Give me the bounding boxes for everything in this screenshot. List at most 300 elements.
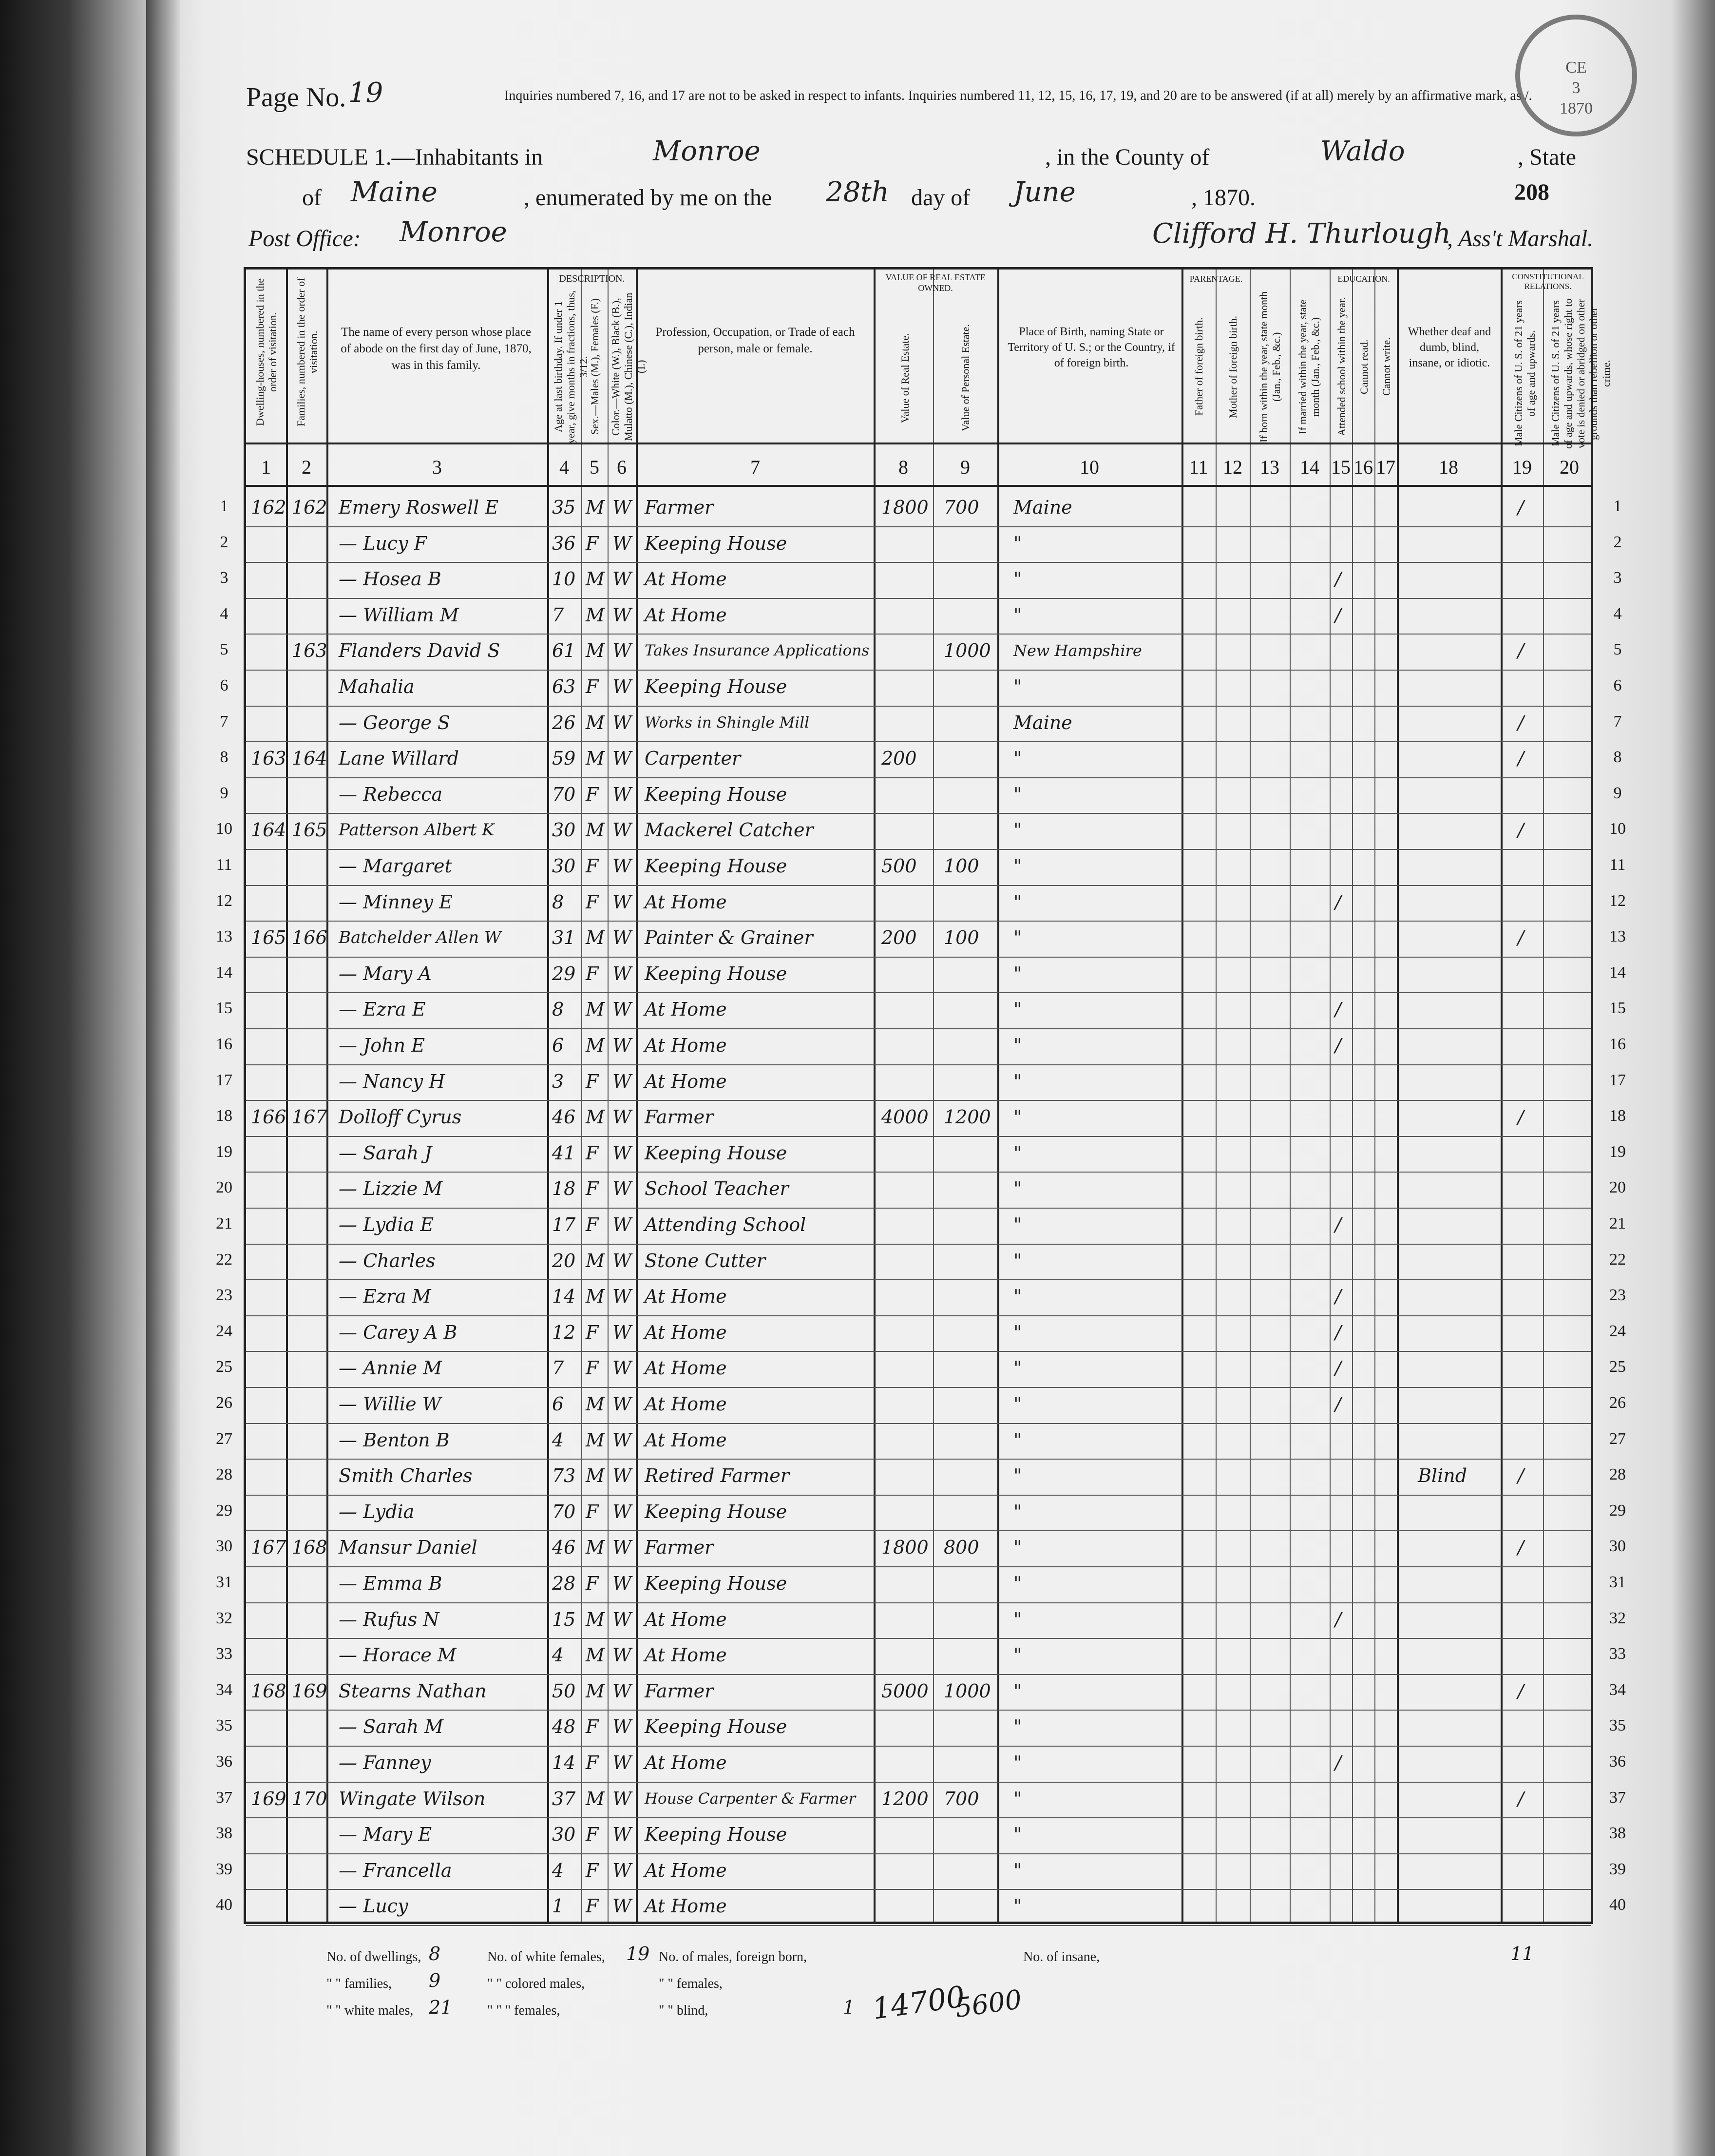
color-value: W bbox=[612, 1214, 632, 1235]
row-number-right: 24 bbox=[1609, 1322, 1626, 1340]
age-value: 7 bbox=[552, 604, 564, 626]
male-citizen-mark: / bbox=[1518, 1537, 1524, 1559]
occupation-value: Mackerel Catcher bbox=[645, 819, 814, 841]
occupation-value: At Home bbox=[645, 1035, 727, 1056]
person-name: — Ezra E bbox=[339, 999, 426, 1020]
color-value: W bbox=[612, 748, 632, 770]
row-number-right: 18 bbox=[1609, 1107, 1626, 1125]
person-name: — John E bbox=[339, 1035, 425, 1056]
occupation-value: Keeping House bbox=[645, 783, 787, 805]
birthplace-value: " bbox=[1013, 1501, 1022, 1522]
attended-school-mark: / bbox=[1335, 604, 1341, 626]
real-estate-value: 1800 bbox=[881, 497, 929, 518]
row-number-left: 29 bbox=[216, 1501, 232, 1520]
row-number-right: 12 bbox=[1609, 891, 1626, 910]
occupation-value: Keeping House bbox=[645, 1573, 787, 1594]
birthplace-value: " bbox=[1013, 1895, 1022, 1917]
column-number: 18 bbox=[1439, 456, 1458, 478]
dwelling-number: 165 bbox=[251, 927, 286, 949]
birthplace-value: " bbox=[1013, 999, 1022, 1020]
row-number-right: 16 bbox=[1609, 1035, 1626, 1053]
sex-value: M bbox=[586, 604, 605, 626]
birthplace-value: " bbox=[1013, 1859, 1022, 1881]
age-value: 70 bbox=[552, 783, 576, 805]
birthplace-value: " bbox=[1013, 1214, 1022, 1235]
person-name: — Lucy F bbox=[339, 532, 427, 554]
occupation-value: At Home bbox=[645, 1357, 727, 1379]
person-name: Batchelder Allen W bbox=[339, 928, 501, 948]
sex-value: M bbox=[586, 1429, 605, 1451]
real-estate-value: 1800 bbox=[881, 1537, 929, 1559]
row-number-right: 19 bbox=[1609, 1142, 1626, 1161]
row-number-left: 25 bbox=[216, 1358, 232, 1376]
row-number-right: 14 bbox=[1609, 963, 1626, 982]
male-citizen-mark: / bbox=[1518, 640, 1524, 662]
age-value: 7 bbox=[552, 1357, 564, 1379]
dwelling-number: 167 bbox=[251, 1537, 286, 1559]
row-number-right: 11 bbox=[1609, 856, 1626, 874]
row-rule bbox=[246, 598, 1591, 599]
header-name: The name of every person whose place of abode on the first day of June, 1870, was in this family. bbox=[341, 326, 532, 372]
occupation-value: At Home bbox=[645, 1644, 727, 1666]
row-number-left: 26 bbox=[216, 1394, 232, 1412]
person-name: — Sarah J bbox=[339, 1142, 432, 1164]
occupation-value: At Home bbox=[645, 1393, 727, 1415]
column-number: 1 bbox=[261, 456, 271, 478]
person-name: Smith Charles bbox=[339, 1465, 473, 1487]
archive-stamp bbox=[1515, 15, 1637, 136]
birthplace-value: " bbox=[1013, 855, 1022, 877]
row-number-right: 36 bbox=[1609, 1752, 1626, 1771]
attended-school-mark: / bbox=[1335, 1214, 1341, 1235]
header-birthplace: Place of Birth, naming State or Territory of U. S.; or the Country, if of foreign birth. bbox=[1008, 326, 1175, 369]
age-value: 12 bbox=[552, 1321, 576, 1343]
header-attended-school: Attended school within the year. bbox=[1335, 297, 1348, 437]
male-citizen-mark: / bbox=[1518, 1465, 1524, 1487]
white-males-count: 21 bbox=[429, 1997, 453, 2018]
occupation-value: Farmer bbox=[645, 1680, 714, 1702]
day-field: 28th bbox=[826, 176, 889, 208]
row-number-right: 40 bbox=[1609, 1896, 1626, 1914]
attended-school-mark: / bbox=[1335, 1752, 1341, 1773]
color-value: W bbox=[612, 1716, 632, 1738]
sex-value: M bbox=[586, 712, 605, 733]
birthplace-value: " bbox=[1013, 1429, 1022, 1451]
column-number: 15 bbox=[1331, 456, 1351, 478]
person-name: Patterson Albert K bbox=[339, 820, 495, 840]
row-rule bbox=[246, 1064, 1591, 1065]
row-number-right: 35 bbox=[1609, 1716, 1626, 1735]
birthplace-value: " bbox=[1013, 927, 1022, 949]
row-number-left: 21 bbox=[216, 1214, 232, 1232]
header-father-foreign: Father of foreign birth. bbox=[1193, 317, 1205, 416]
sex-value: F bbox=[586, 1752, 599, 1773]
row-rule bbox=[246, 741, 1591, 742]
male-citizen-mark: / bbox=[1518, 1106, 1524, 1128]
birthplace-value: " bbox=[1013, 1465, 1022, 1487]
row-rule bbox=[246, 1279, 1591, 1280]
birthplace-value: " bbox=[1013, 1070, 1022, 1092]
attended-school-mark: / bbox=[1335, 1357, 1341, 1379]
row-number-right: 17 bbox=[1609, 1071, 1626, 1089]
row-rule bbox=[246, 1566, 1591, 1567]
color-value: W bbox=[612, 783, 632, 805]
header-real-estate: Value of Real Estate. bbox=[899, 333, 911, 423]
occupation-value: Attending School bbox=[645, 1214, 806, 1235]
row-number-right: 5 bbox=[1613, 640, 1622, 659]
color-value: W bbox=[612, 1178, 632, 1200]
person-name: — Francella bbox=[339, 1859, 452, 1881]
occupation-value: At Home bbox=[645, 1608, 727, 1630]
row-number-left: 17 bbox=[216, 1071, 232, 1089]
family-number: 169 bbox=[292, 1680, 327, 1702]
birthplace-value: " bbox=[1013, 1716, 1022, 1738]
age-value: 30 bbox=[552, 819, 576, 841]
attended-school-mark: / bbox=[1335, 999, 1341, 1020]
blind-count: 1 bbox=[843, 1997, 855, 2018]
row-number-left: 40 bbox=[216, 1896, 232, 1914]
dwelling-number: 162 bbox=[251, 497, 286, 518]
row-rule bbox=[246, 1817, 1591, 1818]
person-name: — Carey A B bbox=[339, 1321, 457, 1343]
occupation-value: Keeping House bbox=[645, 855, 787, 877]
occupation-value: Farmer bbox=[645, 497, 714, 518]
occupation-value: At Home bbox=[645, 1429, 727, 1451]
person-name: Wingate Wilson bbox=[339, 1788, 486, 1810]
sex-value: F bbox=[586, 1142, 599, 1164]
row-number-right: 25 bbox=[1609, 1358, 1626, 1376]
row-number-right: 2 bbox=[1613, 533, 1622, 551]
person-name: — Willie W bbox=[339, 1393, 441, 1415]
male-citizen-mark: / bbox=[1518, 497, 1524, 518]
age-value: 61 bbox=[552, 640, 576, 662]
family-number: 164 bbox=[292, 748, 327, 770]
color-value: W bbox=[612, 855, 632, 877]
family-number: 162 bbox=[292, 497, 327, 518]
real-estate-value: 200 bbox=[881, 748, 917, 770]
age-value: 46 bbox=[552, 1537, 576, 1559]
row-number-left: 13 bbox=[216, 927, 232, 946]
occupation-value: School Teacher bbox=[645, 1178, 789, 1200]
sheet-number: 208 bbox=[1514, 179, 1549, 205]
header-constitutional: CONSTITUTIONAL RELATIONS. bbox=[1512, 272, 1584, 291]
row-rule bbox=[246, 1459, 1591, 1460]
person-name: — Lucy bbox=[339, 1895, 408, 1917]
age-value: 20 bbox=[552, 1250, 576, 1271]
row-number-left: 4 bbox=[220, 604, 229, 623]
row-number-right: 38 bbox=[1609, 1824, 1626, 1843]
header-mother-foreign: Mother of foreign birth. bbox=[1227, 315, 1239, 418]
age-value: 6 bbox=[552, 1393, 564, 1415]
marshal-signature: Clifford H. Thurlough bbox=[1152, 218, 1451, 250]
age-value: 70 bbox=[552, 1501, 576, 1522]
color-value: W bbox=[612, 1321, 632, 1343]
dwelling-number: 168 bbox=[251, 1680, 286, 1702]
header-value: VALUE OF REAL ESTATE OWNED. bbox=[885, 272, 986, 293]
row-number-left: 22 bbox=[216, 1250, 232, 1269]
occupation-value: Works in Shingle Mill bbox=[645, 713, 810, 732]
row-rule bbox=[246, 1674, 1591, 1675]
occupation-value: At Home bbox=[645, 1895, 727, 1917]
birthplace-value: " bbox=[1013, 1178, 1022, 1200]
row-number-right: 27 bbox=[1609, 1429, 1626, 1448]
row-number-right: 3 bbox=[1613, 569, 1622, 587]
colored-males-label: " " colored males, bbox=[487, 1976, 585, 1991]
personal-estate-value: 1000 bbox=[944, 640, 991, 662]
row-number-left: 9 bbox=[220, 784, 229, 802]
male-citizen-mark: / bbox=[1518, 712, 1524, 733]
row-number-right: 31 bbox=[1609, 1573, 1626, 1591]
sex-value: M bbox=[586, 927, 605, 949]
row-number-right: 22 bbox=[1609, 1250, 1626, 1269]
person-name: Mansur Daniel bbox=[339, 1537, 477, 1559]
real-estate-value: 1200 bbox=[881, 1788, 929, 1810]
column-number: 14 bbox=[1300, 456, 1319, 478]
color-value: W bbox=[612, 1788, 632, 1810]
age-value: 4 bbox=[552, 1859, 564, 1881]
occupation-value: At Home bbox=[645, 1286, 727, 1308]
real-estate-value: 200 bbox=[881, 927, 917, 949]
enumerated-label: , enumerated by me on the bbox=[524, 185, 772, 211]
person-name: Flanders David S bbox=[339, 640, 500, 662]
sex-value: M bbox=[586, 999, 605, 1020]
row-number-right: 30 bbox=[1609, 1537, 1626, 1556]
real-estate-value: 500 bbox=[881, 855, 917, 877]
age-value: 4 bbox=[552, 1644, 564, 1666]
sex-value: F bbox=[586, 532, 599, 554]
row-rule bbox=[246, 526, 1591, 527]
occupation-value: Keeping House bbox=[645, 1824, 787, 1846]
row-number-left: 27 bbox=[216, 1429, 232, 1448]
row-rule bbox=[246, 1387, 1591, 1388]
header-occupation: Profession, Occupation, or Trade of each person, male or female. bbox=[655, 326, 855, 355]
row-rule bbox=[246, 1100, 1591, 1101]
row-number-left: 1 bbox=[220, 497, 229, 515]
row-number-right: 26 bbox=[1609, 1394, 1626, 1412]
header-born-within-year: If born within the year, state month (Jan., Feb., &c.) bbox=[1258, 291, 1282, 443]
header-color: Color.—White (W.), Black (B.), Mulatto (M.), Chinese (C.), Indian (I.) bbox=[610, 292, 647, 441]
row-rule bbox=[246, 562, 1591, 563]
attended-school-mark: / bbox=[1335, 1608, 1341, 1630]
header-family: Families, numbered in the order of visitation. bbox=[295, 277, 320, 427]
color-value: W bbox=[612, 1680, 632, 1702]
occupation-value: Retired Farmer bbox=[645, 1465, 789, 1487]
personal-estate-value: 700 bbox=[944, 1788, 979, 1810]
age-value: 8 bbox=[552, 891, 564, 913]
occupation-value: At Home bbox=[645, 1070, 727, 1092]
age-value: 1 bbox=[552, 1895, 564, 1917]
row-number-left: 7 bbox=[220, 712, 229, 731]
row-number-left: 39 bbox=[216, 1860, 232, 1878]
row-rule bbox=[246, 1495, 1591, 1496]
row-number-right: 32 bbox=[1609, 1609, 1626, 1627]
row-number-right: 34 bbox=[1609, 1680, 1626, 1699]
sex-value: M bbox=[586, 497, 605, 518]
row-number-right: 7 bbox=[1613, 712, 1622, 731]
family-number: 168 bbox=[292, 1537, 327, 1559]
occupation-value: Painter & Grainer bbox=[645, 927, 813, 949]
row-number-left: 14 bbox=[216, 963, 232, 982]
of-label: of bbox=[302, 185, 322, 211]
insane-label: No. of insane, bbox=[1023, 1949, 1100, 1964]
person-name: — Hosea B bbox=[339, 568, 441, 590]
age-value: 18 bbox=[552, 1178, 576, 1200]
occupation-value: Keeping House bbox=[645, 1501, 787, 1522]
person-name: — Rebecca bbox=[339, 783, 443, 805]
male-citizen-mark: / bbox=[1518, 927, 1524, 949]
age-value: 17 bbox=[552, 1214, 576, 1235]
dwellings-count: 8 bbox=[429, 1943, 441, 1964]
person-name: — Fanney bbox=[339, 1752, 431, 1773]
age-value: 30 bbox=[552, 855, 576, 877]
color-value: W bbox=[612, 1035, 632, 1056]
sex-value: F bbox=[586, 855, 599, 877]
column-number: 4 bbox=[559, 456, 569, 478]
column-number: 6 bbox=[617, 456, 627, 478]
age-value: 41 bbox=[552, 1142, 576, 1164]
age-value: 48 bbox=[552, 1716, 576, 1738]
column-number: 13 bbox=[1260, 456, 1279, 478]
row-rule bbox=[246, 1853, 1591, 1854]
sex-value: F bbox=[586, 891, 599, 913]
age-value: 63 bbox=[552, 676, 576, 697]
sex-value: M bbox=[586, 1106, 605, 1128]
birthplace-value: " bbox=[1013, 1321, 1022, 1343]
summary-footer bbox=[244, 1932, 1593, 2035]
sex-value: M bbox=[586, 640, 605, 662]
header-education: EDUCATION. bbox=[1337, 274, 1390, 284]
color-value: W bbox=[612, 1070, 632, 1092]
sex-value: M bbox=[586, 1465, 605, 1487]
person-name: — William M bbox=[339, 604, 459, 626]
person-name: — Annie M bbox=[339, 1357, 442, 1379]
color-value: W bbox=[612, 1537, 632, 1559]
sex-value: F bbox=[586, 1321, 599, 1343]
color-value: W bbox=[612, 927, 632, 949]
family-number: 166 bbox=[292, 927, 327, 949]
month-field: June bbox=[1013, 176, 1076, 208]
age-value: 3 bbox=[552, 1070, 564, 1092]
sex-value: F bbox=[586, 1357, 599, 1379]
row-number-right: 6 bbox=[1613, 676, 1622, 694]
age-value: 73 bbox=[552, 1465, 576, 1487]
row-number-right: 4 bbox=[1613, 604, 1622, 623]
row-rule bbox=[246, 1782, 1591, 1783]
personal-estate-value: 1000 bbox=[944, 1680, 991, 1702]
header-cannot-write: Cannot write. bbox=[1380, 337, 1392, 396]
birthplace-value: " bbox=[1013, 819, 1022, 841]
header-cannot-read: Cannot read. bbox=[1358, 339, 1370, 394]
occupation-value: At Home bbox=[645, 891, 727, 913]
birthplace-value: " bbox=[1013, 1250, 1022, 1271]
male-citizen-mark: / bbox=[1518, 819, 1524, 841]
color-value: W bbox=[612, 1752, 632, 1773]
header-male-citizen: Male Citizens of U. S. of 21 years of age and upwards. bbox=[1512, 300, 1537, 447]
column-number: 19 bbox=[1512, 456, 1532, 478]
row-number-left: 24 bbox=[216, 1322, 232, 1340]
state-field: Maine bbox=[351, 176, 438, 208]
color-value: W bbox=[612, 1501, 632, 1522]
instructions: Inquiries numbered 7, 16, and 17 are not to be asked in respect to infants. Inquiries numbered 11, 12, 15, 16, 17, 19, and 20 are to be answered (if at all) merely by an affirmative mark, as /. bbox=[504, 88, 1532, 103]
birthplace-value: " bbox=[1013, 1680, 1022, 1702]
color-value: W bbox=[612, 532, 632, 554]
person-name: — Emma B bbox=[339, 1573, 442, 1594]
dwellings-label: No. of dwellings, bbox=[326, 1949, 421, 1964]
person-name: Dolloff Cyrus bbox=[339, 1106, 462, 1128]
person-name: Lane Willard bbox=[339, 748, 459, 770]
birthplace-value: " bbox=[1013, 1142, 1022, 1164]
person-name: — Lydia bbox=[339, 1501, 415, 1522]
personal-estate-value: 1200 bbox=[944, 1106, 991, 1128]
real-estate-total: 14700 bbox=[870, 1980, 967, 2026]
post-office-label: Post Office: bbox=[248, 226, 361, 251]
personal-estate-value: 100 bbox=[944, 927, 979, 949]
header-parentage: PARENTAGE. bbox=[1189, 274, 1243, 284]
color-value: W bbox=[612, 1824, 632, 1846]
sex-value: F bbox=[586, 1214, 599, 1235]
color-value: W bbox=[612, 1429, 632, 1451]
column-number: 16 bbox=[1353, 456, 1373, 478]
county-label: , in the County of bbox=[1045, 144, 1210, 170]
sex-value: M bbox=[586, 568, 605, 590]
post-office-field: Monroe bbox=[400, 216, 507, 248]
row-number-left: 2 bbox=[220, 533, 229, 551]
color-value: W bbox=[612, 1895, 632, 1917]
birthplace-value: " bbox=[1013, 676, 1022, 697]
row-number-right: 13 bbox=[1609, 927, 1626, 946]
color-value: W bbox=[612, 568, 632, 590]
row-number-left: 28 bbox=[216, 1465, 232, 1484]
row-number-left: 31 bbox=[216, 1573, 232, 1591]
age-value: 46 bbox=[552, 1106, 576, 1128]
color-value: W bbox=[612, 497, 632, 518]
person-name: — Margaret bbox=[339, 855, 452, 877]
age-value: 36 bbox=[552, 532, 576, 554]
color-value: W bbox=[612, 999, 632, 1020]
sex-value: M bbox=[586, 1680, 605, 1702]
row-rule bbox=[246, 813, 1591, 814]
stamp-text-2: 3 bbox=[1572, 79, 1581, 97]
occupation-value: At Home bbox=[645, 604, 727, 626]
color-value: W bbox=[612, 712, 632, 733]
age-value: 59 bbox=[552, 748, 576, 770]
color-value: W bbox=[612, 1644, 632, 1666]
column-number: 11 bbox=[1189, 456, 1208, 478]
row-number-right: 28 bbox=[1609, 1465, 1626, 1484]
sex-value: M bbox=[586, 1644, 605, 1666]
sex-value: F bbox=[586, 1070, 599, 1092]
row-number-left: 33 bbox=[216, 1645, 232, 1663]
birthplace-value: " bbox=[1013, 1286, 1022, 1308]
birthplace-value: " bbox=[1013, 1537, 1022, 1559]
year-label: , 1870. bbox=[1191, 185, 1256, 211]
birthplace-value: " bbox=[1013, 1035, 1022, 1056]
page-label: Page No. bbox=[246, 82, 346, 113]
row-rule bbox=[246, 921, 1591, 922]
personal-estate-value: 800 bbox=[944, 1537, 979, 1559]
attended-school-mark: / bbox=[1335, 891, 1341, 913]
birthplace-value: " bbox=[1013, 1608, 1022, 1630]
age-value: 35 bbox=[552, 497, 576, 518]
person-name: — Mary A bbox=[339, 962, 432, 984]
sex-value: F bbox=[586, 962, 599, 984]
row-number-right: 9 bbox=[1613, 784, 1622, 802]
sex-value: F bbox=[586, 1824, 599, 1846]
person-name: — Lizzie M bbox=[339, 1178, 443, 1200]
age-value: 26 bbox=[552, 712, 576, 733]
row-number-left: 23 bbox=[216, 1286, 232, 1305]
family-number: 165 bbox=[292, 819, 327, 841]
